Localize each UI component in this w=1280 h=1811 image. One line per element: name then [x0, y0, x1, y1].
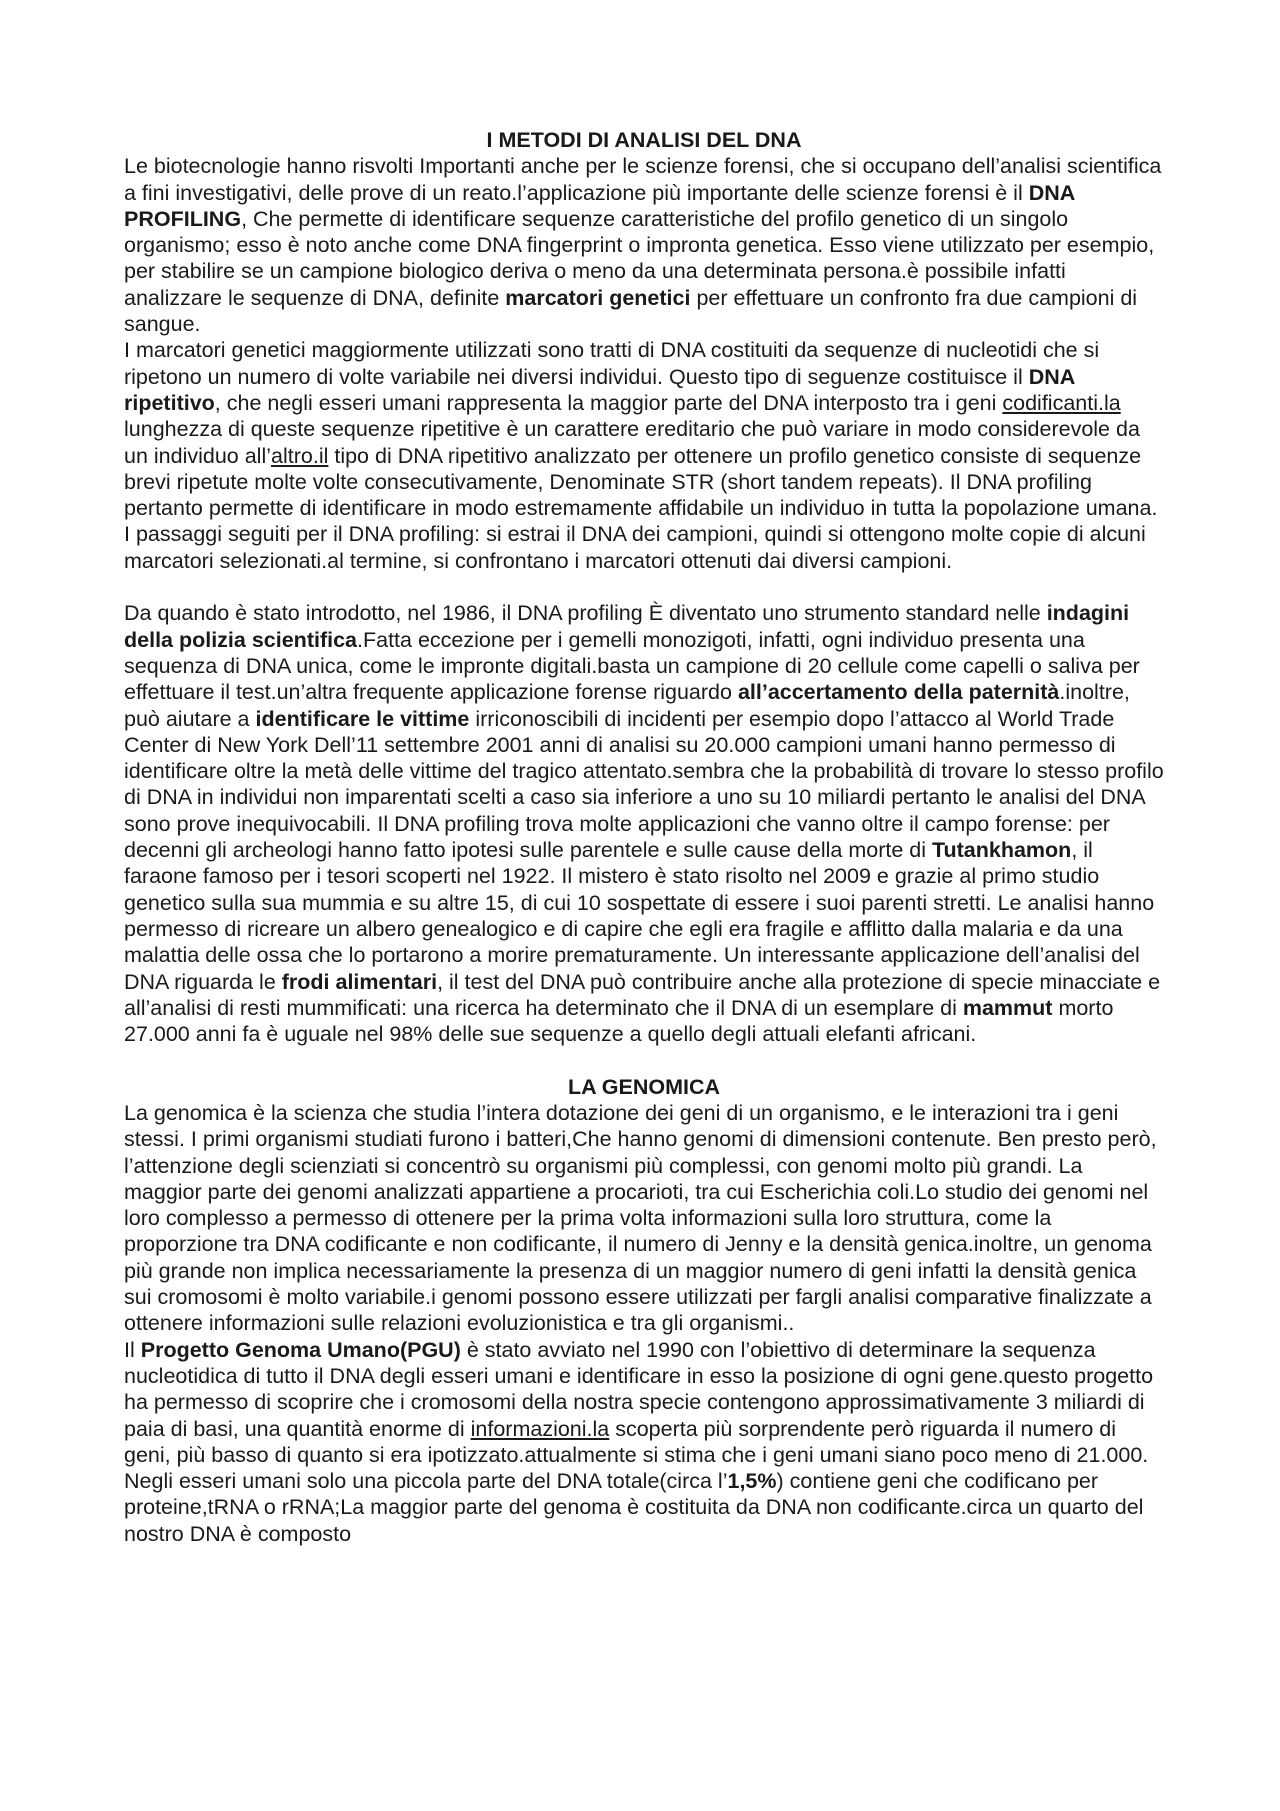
- term-paternita: all’accertamento della paternità: [737, 680, 1060, 705]
- term-marcatori-genetici: marcatori genetici: [505, 285, 691, 310]
- paragraph-genetic-markers: I marcatori genetici maggiormente utilizzati sono tratti di DNA costituiti da sequenze di nucleotidi che si ripetono un numero di volte variabile nei diversi individui. Questo tipo di seguenze costituisce il DNA ripetitivo, che negli esseri umani rappresenta la maggior parte del DNA interposto tra i geni codificanti.la lunghezza di queste sequenze ripetitive è un carattere ereditario che può variare in modo considerevole da un individuo all’altro.il tipo di DNA ripetitivo analizzato per ottenere un profilo genetico consiste di sequenze brevi ripetute molte volte consecutivamente, Denominate STR (short tandem repeats). Il DNA profiling pertanto permette di identificare in modo estremamente affidabile un individuo in tutta la popolazione umana.: [124, 338, 1158, 521]
- blank-line: [124, 574, 1164, 600]
- term-progetto-genoma-umano: Progetto Genoma Umano(PGU): [140, 1337, 461, 1362]
- term-identificare-vittime: identificare le vittime: [255, 706, 470, 731]
- paragraph-applications: Da quando è stato introdotto, nel 1986, il DNA profiling È diventato uno strumento standard nelle indagini della polizia scientifica.Fatta eccezione per i gemelli monozigoti, infatti, ogni individuo presenta una sequenza di DNA unica, come le impronte digitali.basta un campione di 20 cellule come capelli o saliva per effettuare il test.un’altra frequente applicazione forense riguardo all’accertamento della paternità.inoltre, può aiutare a identificare le vittime irriconoscibili di incidenti per esempio dopo l’attacco al World Trade Center di New York Dell’11 settembre 2001 anni di analisi su 20.000 campioni umani hanno permesso di identificare oltre la metà delle vittime del tragico attentato.sembra che la probabilità di trovare lo stesso profilo di DNA in individui non imparentati scelti a caso sia inferiore a uno su 10 miliardi pertanto le analisi del DNA sono prove inequivocabili. Il DNA profiling trova molte applicazioni che vanno oltre il campo forense: per decenni gli archeologi hanno fatto ipotesi sulle parentele e sulle cause della morte di Tutankhamon, il faraone famoso per i tesori scoperti nel 1922. Il mistero è stato risolto nel 2009 e grazie al primo studio genetico sulla sua mummia e su altre 15, di cui 10 sospettate di essere i suoi parenti stretti. Le analisi hanno permesso di ricreare un albero genealogico e di capire che egli era fragile e afflitto dalla malaria e da una malattia delle ossa che lo portarono a morire prematuramente. Un interessante applicazione dell’analisi del DNA riguarda le frodi alimentari, il test del DNA può contribuire anche alla protezione di specie minacciate e all’analisi di resti mummificati: una ricerca ha determinato che il DNA di un esemplare di mammut morto 27.000 anni fa è uguale nel 98% delle sue sequenze a quello degli attuali elefanti africani.: [124, 601, 1164, 1047]
- section-title-dna-analysis: I METODI DI ANALISI DEL DNA: [486, 128, 802, 152]
- term-dna-ripetitivo: DNA ripetitivo: [124, 364, 1075, 415]
- link-informazioni[interactable]: informazioni.la: [470, 1416, 610, 1441]
- paragraph-progetto-genoma: Il Progetto Genoma Umano(PGU) è stato avviato nel 1990 con l’obiettivo di determinare la sequenza nucleotidica di tutto il DNA degli esseri umani e identificare in esso la posizione di ogni gene.questo progetto ha permesso di scoprire che i cromosomi della nostra specie contengono approssimativamente 3 miliardi di paia di basi, una quantità enorme di informazioni.la scoperta più sorprendente però riguarda il numero di geni, più basso di quanto si era ipotizzato.attualmente si stima che i geni umani siano poco meno di 21.000. Negli esseri umani solo una piccola parte del DNA totale(circa l’1,5%) contiene geni che codificano per proteine,tRNA o rRNA;La maggior parte del genoma è costituita da DNA non codificante.circa un quarto del nostro DNA è composto: [124, 1337, 1154, 1546]
- document-page: [124, 127, 1164, 1547]
- section-title-genomica: LA GENOMICA: [567, 1074, 721, 1099]
- paragraph-genomica: La genomica è la scienza che studia l’intera dotazione dei geni di un organismo, e le interazioni tra i geni stessi. I primi organismi studiati furono i batteri,Che hanno genomi di dimensioni contenute. Ben presto però, l’attenzione degli scienziati si concentrò su organismi più complessi, con genomi molto più grandi. La maggior parte dei genomi analizzati appartiene a procarioti, tra cui Escherichia coli.Lo studio dei genomi nel loro complesso a permesso di ottenere per la prima volta informazioni sulla loro struttura, come la proporzione tra DNA codificante e non codificante, il numero di Jenny e la densità genica.inoltre, un genoma più grande non implica necessariamente la presenza di un maggior numero di geni infatti la densità genica sui cromosomi è molto variabile.i genomi possono essere utilizzati per fargli analisi comparative finalizzate a ottenere informazioni sulle relazioni evoluzionistica e tra gli organismi..: [124, 1100, 1157, 1336]
- paragraph-profiling-steps: I passaggi seguiti per il DNA profiling: si estrai il DNA dei campioni, quindi si ottengono molte copie di alcuni marcatori selezionati.al termine, si confrontano i marcatori ottenuti dai diversi campioni.: [124, 522, 1146, 573]
- link-altro[interactable]: altro.il: [271, 443, 329, 468]
- term-percentuale: 1,5%: [727, 1469, 777, 1494]
- term-mammut: mammut: [962, 995, 1053, 1020]
- term-tutankhamon: Tutankhamon: [931, 838, 1072, 863]
- term-frodi-alimentari: frodi alimentari: [281, 969, 438, 994]
- blank-line: [124, 1047, 1164, 1073]
- term-dna-profiling: DNA PROFILING: [124, 180, 1075, 231]
- term-indagini-polizia: indagini della polizia scientifica: [124, 601, 1130, 652]
- paragraph-dna-profiling-intro: Le biotecnologie hanno risvolti Importanti anche per le scienze forensi, che si occupano dell’analisi scientifica a fini investigativi, delle prove di un reato.l’applicazione più importante delle scienze forensi è il DNA PROFILING, Che permette di identificare sequenze caratteristiche del profilo genetico di un singolo organismo; esso è noto anche come DNA fingerprint o impronta genetica. Esso viene utilizzato per esempio, per stabilire se un campione biologico deriva o meno da una determinata persona.è possibile infatti analizzare le sequenze di DNA, definite marcatori genetici per effettuare un confronto fra due campioni di sangue.: [124, 154, 1162, 337]
- link-codificanti[interactable]: codificanti.la: [1002, 390, 1121, 415]
